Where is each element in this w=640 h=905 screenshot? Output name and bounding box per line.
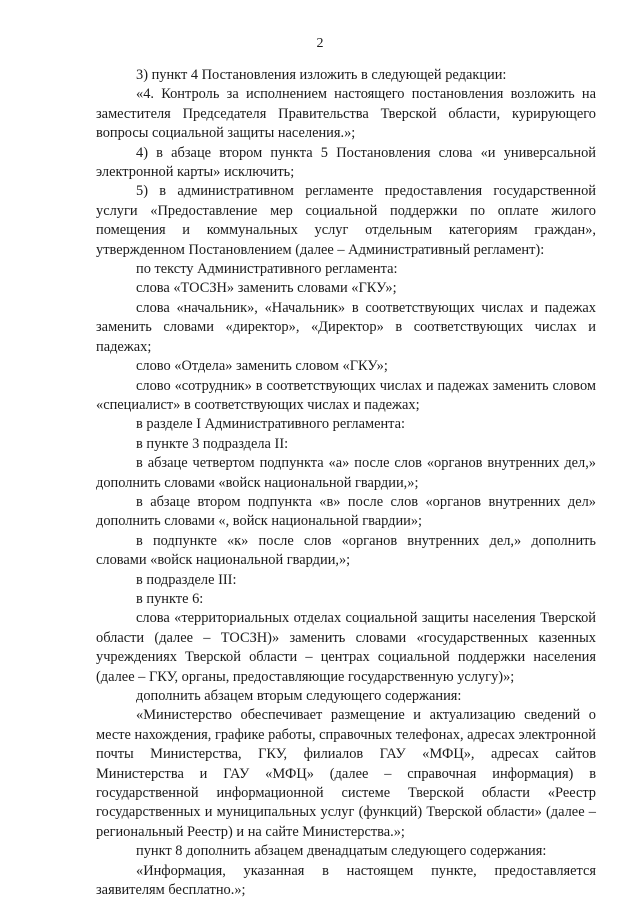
paragraph: слова «ТОСЗН» заменить словами «ГКУ»; <box>136 280 397 297</box>
paragraph: дополнить абзацем вторым следующего содержания: <box>136 688 462 704</box>
paragraph: в разделе I Административного регламента: <box>136 416 406 433</box>
paragraph: 4) в абзаце втором пункта 5 Постановления слова «и универсальной электронной карты» исключить; <box>96 144 596 181</box>
paragraph: «Информация, указанная в настоящем пункте, предоставляется заявителям бесплатно.»; <box>96 862 596 899</box>
paragraph: в подпункте «к» после слов «органов внутренних дел,» дополнить словами «войск национальной гвардии,»; <box>96 532 596 569</box>
paragraph: «4. Контроль за исполнением настоящего постановления возложить на заместителя Председателя Правительства Тверской области, курирующего вопросы социальной защиты населения.»; <box>96 86 596 142</box>
paragraph: в абзаце четвертом подпункта «а» после слов «органов внутренних дел,» дополнить словами «войск национальной гвардии,»; <box>96 455 596 491</box>
document-body <box>96 66 596 900</box>
page-number: 2 <box>316 36 324 51</box>
paragraph: в абзаце втором подпункта «в» после слов «органов внутренних дел» дополнить словами «, войск национальной гвардии»; <box>96 493 596 530</box>
paragraph: слово «сотрудник» в соответствующих числах и падежах заменить словом «специалист» в соответствующих числах и падежах; <box>96 377 596 413</box>
paragraph: 5) в административном регламенте предоставления государственной услуги «Предоставление мер социальной поддержки по оплате жилого помещения и коммунальных услуг отдельным категориям граждан», утвержденном Постановлением (далее – Административный регламент): <box>96 183 596 258</box>
paragraph: «Министерство обеспечивает размещение и актуализацию сведений о месте нахождения, графике работы, справочных телефонах, адресах электронной почты Министерства, ГКУ, филиалов ГАУ «МФЦ», адресах сайтов Министерства и ГАУ «МФЦ» (далее – справочная информация) в государственной информационной системе Тверской области «Реестр государственных и муниципальных услуг (функций) Тверской области» (далее – региональный Реестр) и на сайте Министерства.»; <box>96 707 596 840</box>
paragraph: слова «территориальных отделах социальной защиты населения Тверской области (далее – ТОСЗН)» заменить словами «государственных казенных учреждениях Тверской области – центрах социальной поддержки населения (далее – ГКУ, органы, предоставляющие государственную услугу)»; <box>96 610 596 685</box>
paragraph: в пункте 6: <box>136 590 204 607</box>
paragraph: слова «начальник», «Начальник» в соответствующих числах и падежах заменить словами «директор», «Директор» в соответствующих числах и падежах; <box>96 299 596 355</box>
paragraph: в подразделе III: <box>136 571 237 588</box>
paragraph: по тексту Административного регламента: <box>136 261 398 278</box>
paragraph: в пункте 3 подраздела II: <box>136 435 289 452</box>
paragraph: пункт 8 дополнить абзацем двенадцатым следующего содержания: <box>136 843 547 860</box>
paragraph: слово «Отдела» заменить словом «ГКУ»; <box>136 358 388 375</box>
paragraph: 3) пункт 4 Постановления изложить в следующей редакции: <box>136 67 507 83</box>
